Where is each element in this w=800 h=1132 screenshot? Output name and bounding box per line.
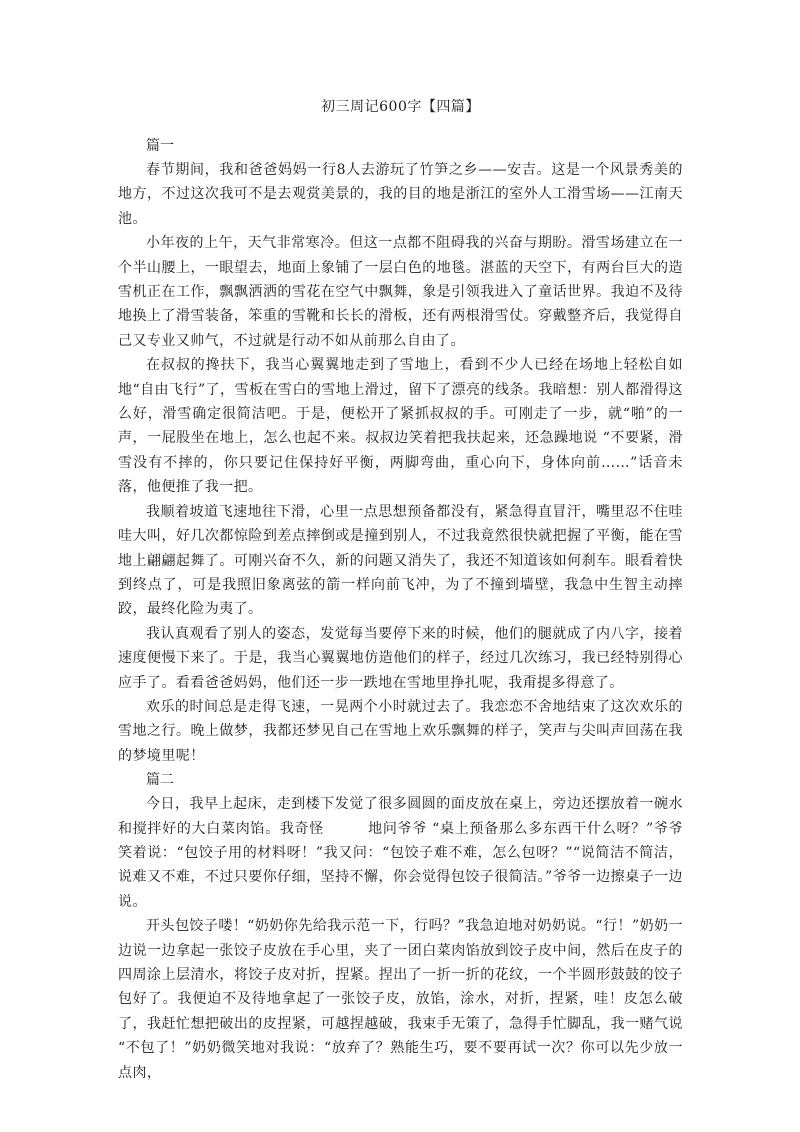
paragraph: 我认真观看了别人的姿态，发觉每当要停下来的时候，他们的腿就成了内八字，接着速度便慢下来了。于是，我当心翼翼地仿造他们的样子，经过几次练习，我已经特别得心应手了。看看爸爸妈妈，他们还一步一跌地在雪地里挣扎呢，我甭提多得意了。 [118,625,683,691]
paragraph: 小年夜的上午，天气非常寒冷。但这一点都不阻碍我的兴奋与期盼。滑雪场建立在一个半山腰上，一眼望去，地面上象铺了一层白色的地毯。湛蓝的天空下，有两台巨大的造雪机正在工作，飘飘洒洒的雪花在空气中飘舞，象是引领我进入了童话世界。我迫不及待地换上了滑雪装备，笨重的雪靴和长长的滑板，还有两根滑雪仗。穿戴整齐后，我觉得自己又专业又帅气，不过就是行动不如从前那么自由了。 [118,235,683,349]
paragraph: 在叔叔的搀扶下，我当心翼翼地走到了雪地上，看到不少人已经在场地上轻松自如地“自由飞行”了，雪板在雪白的雪地上滑过，留下了漂亮的线条。我暗想：别人都滑得这么好，滑雪确定很简洁吧。于是，便松开了紧抓叔叔的手。可刚走了一步，就“啪”的一声，一屁股坐在地上，怎么也起不来。叔叔边笑着把我扶起来，还急躁地说 “不要紧，滑雪没有不摔的，你只要记住保持好平衡，两脚弯曲，重心向下，身体向前……”话音未落，他便推了我一把。 [118,357,683,496]
paragraph: 欢乐的时间总是走得飞速，一晃两个小时就过去了。我恋恋不舍地结束了这次欢乐的雪地之行。晚上做梦，我都还梦见自己在雪地上欢乐飘舞的样子，笑声与尖叫声回荡在我的梦境里呢！ [118,698,683,764]
paragraph: 今日，我早上起床，走到楼下发觉了很多圆圆的面皮放在桌上，旁边还摆放着一碗水和搅拌好的大白菜肉馅。我奇怪 地问爷爷 “桌上预备那么多东西干什么呀？”爷爷笑着说：“包饺子用的材料呀！”我又问：“包饺子难不难，怎么包呀？”“说简洁不简洁，说难又不难，不过只要你仔细，坚持不懈，你会觉得包饺子很简洁。”爷爷一边擦桌子一边说。 [118,796,683,910]
document-title: 初三周记600字【四篇】 [321,99,480,115]
section-heading: 篇二 [146,772,174,789]
paragraph: 开头包饺子喽！“奶奶你先给我示范一下，行吗？”我急迫地对奶奶说。“行！”奶奶一边说一边拿起一张饺子皮放在手心里，夹了一团白菜肉馅放到饺子皮中间，然后在皮子的四周涂上层清水，将饺子皮对折，捏紧。捏出了一折一折的花纹，一个半圆形鼓鼓的饺子包好了。我便迫不及待地拿起了一张饺子皮，放馅，涂水，对折，捏紧，哇！皮怎么破了，我赶忙想把破出的皮捏紧，可越捏越破，我束手无策了，急得手忙脚乱，我一赌气说 “不包了！”奶奶微笑地对我说：“放弃了？熟能生巧，要不要再试一次？你可以先少放一点肉， [118,918,683,1081]
document-page [118,96,683,1085]
section-2 [118,768,683,1085]
paragraph: 春节期间，我和爸爸妈妈一行8人去游玩了竹笋之乡——安吉。这是一个风景秀美的地方，不过这次我可不是去观赏美景的，我的目的地是浙江的室外人工滑雪场——江南天池。 [118,162,683,227]
paragraph: 我顺着坡道飞速地往下滑，心里一点思想预备都没有，紧急得直冒汗，嘴里忍不住哇哇大叫，好几次都惊险到差点摔倒或是撞到别人，不过我竟然很快就把握了平衡，能在雪地上翩翩起舞了。可刚兴奋不久，新的问题又消失了，我还不知道该如何刹车。眼看着快到终点了，可是我照旧象离弦的箭一样向前飞冲，为了不撞到墙壁，我急中生智主动摔跤，最终化险为夷了。 [118,503,683,618]
section-1 [118,134,683,768]
section-heading: 篇一 [146,138,174,154]
